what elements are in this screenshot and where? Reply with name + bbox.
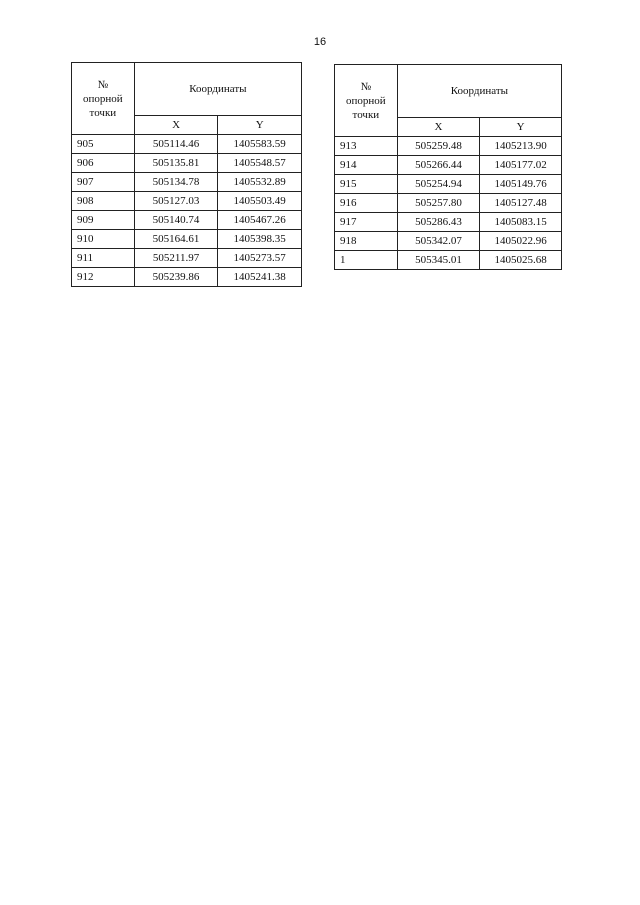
point-number-cell: 910 [72, 230, 135, 249]
y-coordinate-cell: 1405022.96 [480, 232, 562, 251]
point-number-cell: 917 [335, 213, 398, 232]
point-number-cell: 907 [72, 173, 135, 192]
point-header-line2: опорной [83, 92, 123, 105]
coordinates-table-right [334, 64, 562, 270]
y-coordinate-cell: 1405083.15 [480, 213, 562, 232]
table-row [72, 268, 302, 287]
y-coordinate-cell: 1405241.38 [218, 268, 302, 287]
page-number: 16 [313, 36, 327, 48]
x-coordinate-cell: 505266.44 [397, 156, 480, 175]
point-number-cell: 906 [72, 154, 135, 173]
x-coordinate-cell: 505135.81 [134, 154, 218, 173]
table-row [335, 232, 562, 251]
table-row [72, 249, 302, 268]
x-column-header: X [134, 116, 218, 135]
x-coordinate-cell: 505127.03 [134, 192, 218, 211]
y-column-header: Y [218, 116, 302, 135]
x-coordinate-cell: 505134.78 [134, 173, 218, 192]
point-number-cell: 913 [335, 137, 398, 156]
table-row [335, 137, 562, 156]
y-coordinate-cell: 1405467.26 [218, 211, 302, 230]
y-coordinate-cell: 1405149.76 [480, 175, 562, 194]
table-row [335, 156, 562, 175]
point-number-cell: 914 [335, 156, 398, 175]
y-coordinate-cell: 1405532.89 [218, 173, 302, 192]
point-number-cell: 1 [335, 251, 398, 270]
table-row [72, 192, 302, 211]
y-coordinate-cell: 1405548.57 [218, 154, 302, 173]
point-number-cell: 916 [335, 194, 398, 213]
table-row [335, 251, 562, 270]
x-coordinate-cell: 505140.74 [134, 211, 218, 230]
point-number-cell: 908 [72, 192, 135, 211]
y-coordinate-cell: 1405025.68 [480, 251, 562, 270]
x-coordinate-cell: 505345.01 [397, 251, 480, 270]
table-row [72, 154, 302, 173]
coordinates-header: Координаты [397, 65, 561, 118]
x-column-header: X [397, 118, 480, 137]
point-number-cell: 912 [72, 268, 135, 287]
table-row [335, 194, 562, 213]
coordinates-table-left [71, 62, 302, 287]
point-number-cell: 905 [72, 135, 135, 154]
table-row [72, 135, 302, 154]
point-header-line1: № [360, 80, 372, 93]
y-coordinate-cell: 1405583.59 [218, 135, 302, 154]
x-coordinate-cell: 505259.48 [397, 137, 480, 156]
coordinates-header: Координаты [134, 63, 301, 116]
x-coordinate-cell: 505286.43 [397, 213, 480, 232]
point-header-line3: точки [352, 108, 380, 121]
point-header-line2: опорной [346, 94, 386, 107]
x-coordinate-cell: 505257.80 [397, 194, 480, 213]
y-coordinate-cell: 1405503.49 [218, 192, 302, 211]
y-coordinate-cell: 1405127.48 [480, 194, 562, 213]
x-coordinate-cell: 505211.97 [134, 249, 218, 268]
point-header-line1: № [97, 78, 109, 91]
y-coordinate-cell: 1405398.35 [218, 230, 302, 249]
table-row [335, 175, 562, 194]
point-number-cell: 915 [335, 175, 398, 194]
x-coordinate-cell: 505164.61 [134, 230, 218, 249]
x-coordinate-cell: 505254.94 [397, 175, 480, 194]
x-coordinate-cell: 505342.07 [397, 232, 480, 251]
point-number-cell: 918 [335, 232, 398, 251]
table-row [72, 230, 302, 249]
point-number-cell: 911 [72, 249, 135, 268]
point-header-line3: точки [89, 106, 117, 119]
x-coordinate-cell: 505239.86 [134, 268, 218, 287]
table-row [72, 173, 302, 192]
point-number-header [72, 63, 135, 135]
point-number-header [335, 65, 398, 137]
x-coordinate-cell: 505114.46 [134, 135, 218, 154]
table-row [335, 213, 562, 232]
y-coordinate-cell: 1405177.02 [480, 156, 562, 175]
point-number-cell: 909 [72, 211, 135, 230]
y-column-header: Y [480, 118, 562, 137]
table-row [72, 211, 302, 230]
y-coordinate-cell: 1405273.57 [218, 249, 302, 268]
y-coordinate-cell: 1405213.90 [480, 137, 562, 156]
